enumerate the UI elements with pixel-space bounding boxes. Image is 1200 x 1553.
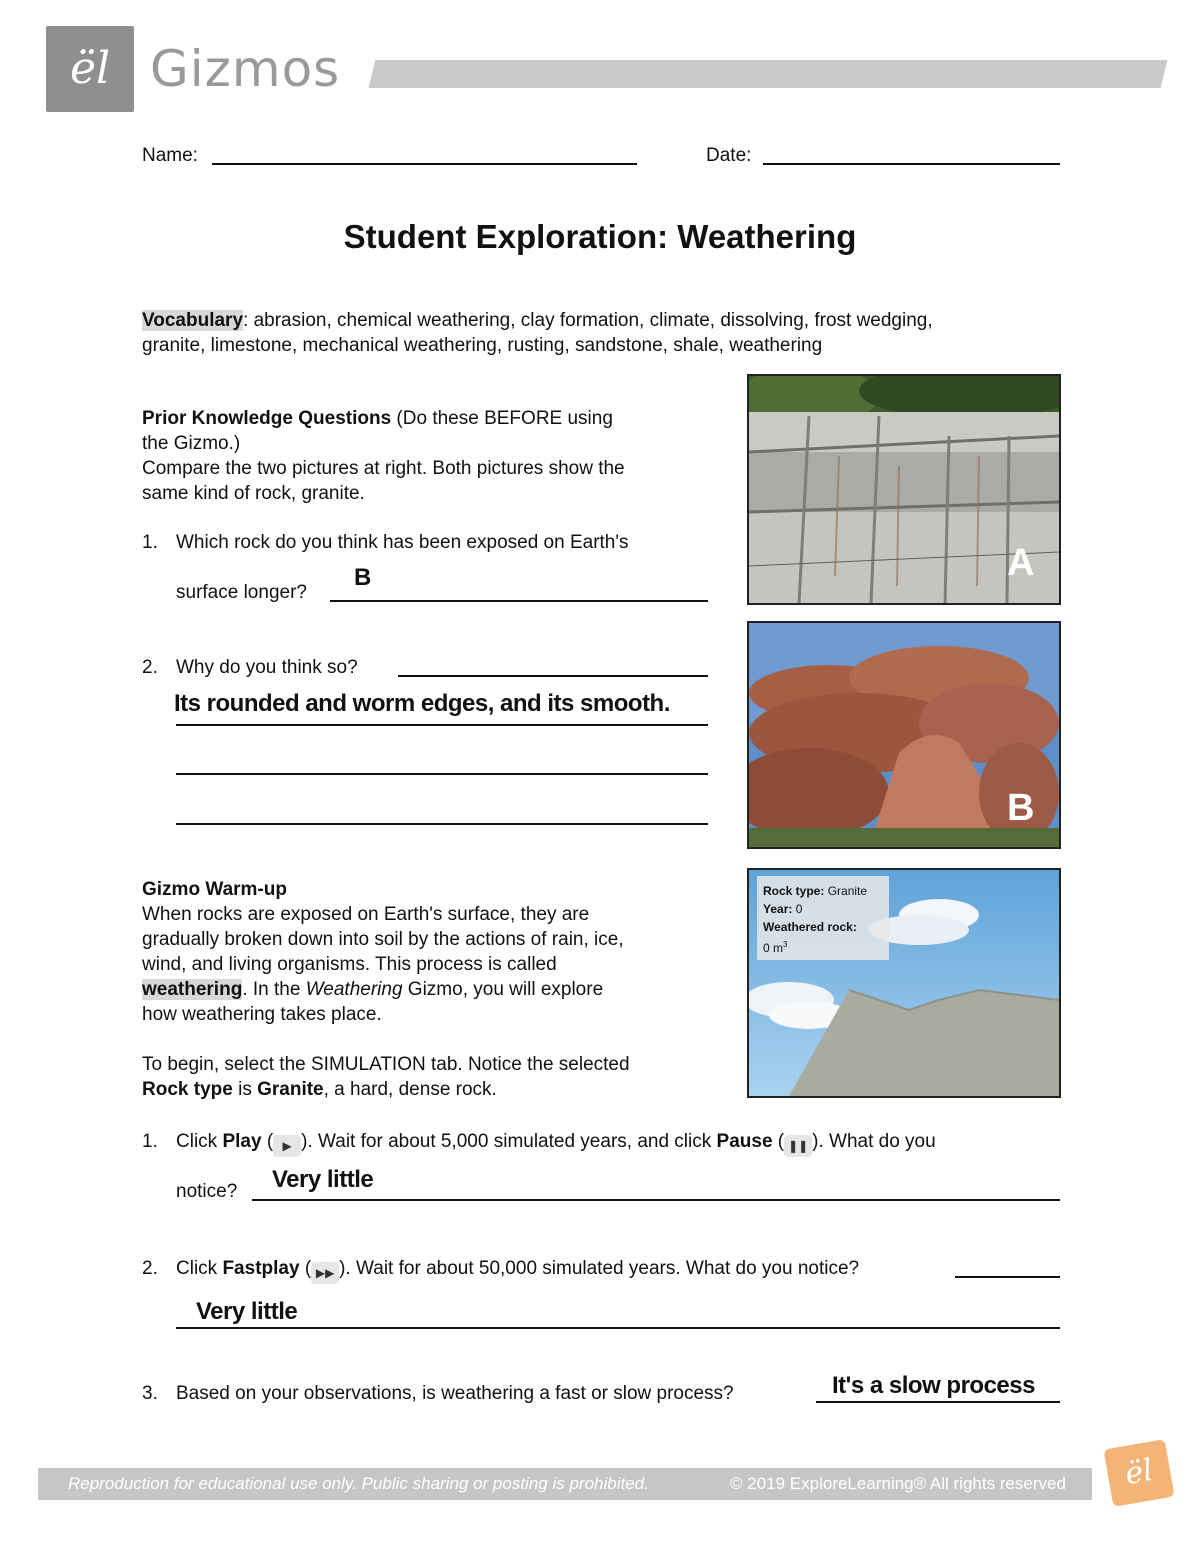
corner-logo-mark: ël: [1122, 1452, 1156, 1493]
play-icon: ▶: [273, 1135, 301, 1157]
vocabulary-line-2: granite, limestone, mechanical weathering, rusting, sandstone, shale, weathering: [142, 335, 823, 356]
warmup-line-4b: Gizmo, you will explore: [402, 979, 604, 1000]
photo-a-granite-quarry: [747, 374, 1061, 605]
footer-notice: Reproduction for educational use only. Public sharing or posting is prohibited.: [68, 1474, 649, 1493]
prior-q2-answer-line-4[interactable]: [176, 823, 708, 825]
name-field[interactable]: [212, 163, 637, 165]
q3-number: 3.: [142, 1383, 158, 1404]
page-title: Student Exploration: Weathering: [343, 218, 857, 255]
q2-text-b: ). Wait for about 50,000 simulated years. What do you notice?: [339, 1258, 860, 1279]
sim-rock-type-label: Rock type:: [763, 884, 825, 898]
granite-term: Granite: [257, 1079, 324, 1100]
date-label: Date:: [706, 145, 752, 166]
prior-q2-answer-line-2[interactable]: [176, 724, 708, 726]
q3-text: Based on your observations, is weathering a fast or slow process?: [176, 1383, 734, 1404]
name-label: Name:: [142, 145, 198, 166]
sim-weathered-unit-sup: 3: [783, 940, 788, 949]
prior-heading-rest: (Do these BEFORE using: [391, 408, 613, 429]
q2-answer-line-2[interactable]: [176, 1327, 1060, 1329]
q3-answer-line[interactable]: [816, 1401, 1060, 1403]
logo-mark: ël: [69, 43, 111, 94]
vocabulary-block: [142, 308, 1072, 358]
q1-answer-line[interactable]: [252, 1199, 1060, 1201]
warmup-line-6: To begin, select the SIMULATION tab. Notice the selected: [142, 1054, 630, 1075]
photo-b-label: B: [1007, 787, 1035, 829]
prior-line-4: same kind of rock, granite.: [142, 483, 365, 504]
warmup-line-7a: is: [232, 1079, 258, 1100]
q2-number: 2.: [142, 1258, 158, 1279]
q1-answer: Very little: [272, 1166, 374, 1193]
q2-answer-line-1[interactable]: [955, 1276, 1060, 1278]
prior-q2-text: Why do you think so?: [176, 657, 358, 678]
photo-b-granite-boulders: [747, 621, 1061, 849]
sim-rock-type-value: Granite: [827, 884, 868, 898]
warmup-line-7c: , a hard, dense rock.: [323, 1079, 497, 1100]
pause-icon: ❚❚: [784, 1135, 812, 1157]
warmup-intro: [142, 877, 722, 1102]
sim-year-value: 0: [795, 902, 803, 916]
footer-copyright: © 2019 ExploreLearning® All rights reserved: [730, 1474, 1066, 1493]
sim-year-label: Year:: [763, 902, 793, 916]
warmup-line-1: When rocks are exposed on Earth's surface, they are: [142, 904, 590, 925]
prior-q1-answer: B: [354, 564, 371, 591]
rock-type-term: Rock type: [142, 1079, 233, 1100]
q3-answer: It's a slow process: [832, 1372, 1035, 1399]
prior-q2-answer: Its rounded and worm edges, and its smooth.: [174, 690, 670, 717]
prior-q2-answer-line-3[interactable]: [176, 773, 708, 775]
header-bar: [369, 60, 1168, 88]
warmup-line-3: wind, and living organisms. This process is called: [142, 954, 557, 975]
prior-line-3: Compare the two pictures at right. Both pictures show the: [142, 458, 625, 479]
gizmos-logo: [46, 26, 134, 112]
prior-knowledge-heading: Prior Knowledge Questions: [142, 408, 392, 429]
prior-q1-number: 1.: [142, 532, 158, 553]
q1-text-b: ). Wait for about 5,000 simulated years, and click: [301, 1131, 717, 1152]
q1-notice: notice?: [176, 1181, 238, 1202]
q1-text-a: Click: [176, 1131, 223, 1152]
weathering-term: weathering: [142, 979, 243, 1000]
q2-text-a: Click: [176, 1258, 223, 1279]
prior-knowledge-intro: [142, 406, 722, 506]
sim-weathered-value: 0 m: [763, 941, 784, 955]
warmup-line-5: how weathering takes place.: [142, 1004, 382, 1025]
prior-q2-answer-line-1[interactable]: [398, 675, 708, 677]
prior-q1-text-2: surface longer?: [176, 582, 307, 603]
q1-text: Click Play ( ▶ ). Wait for about 5,000 simulated years, and click Pause ( ❚❚ ). What do you: [176, 1129, 1066, 1157]
warmup-gizmo-name: Weathering: [305, 979, 403, 1000]
photo-a-label: A: [1007, 542, 1035, 584]
fastplay-icon: ▶▶: [311, 1262, 339, 1284]
q2-fastplay-term: Fastplay: [222, 1258, 300, 1279]
prior-q1-text: Which rock do you think has been exposed on Earth's: [176, 532, 629, 553]
sim-readout: [763, 882, 867, 957]
warmup-line-2: gradually broken down into soil by the actions of rain, ice,: [142, 929, 624, 950]
brand-name: Gizmos: [150, 40, 341, 98]
q1-play-term: Play: [222, 1131, 262, 1152]
q2-text: Click Fastplay ( ▶▶ ). Wait for about 50,000 simulated years. What do you notice?: [176, 1256, 859, 1284]
prior-q1-answer-line[interactable]: [330, 600, 708, 602]
vocabulary-line-1: : abrasion, chemical weathering, clay formation, climate, dissolving, frost wedging,: [243, 310, 933, 331]
vocabulary-label: Vocabulary: [142, 310, 244, 331]
date-field[interactable]: [763, 163, 1060, 165]
warmup-heading: Gizmo Warm-up: [142, 879, 287, 900]
explorelearning-corner-logo: [1103, 1439, 1174, 1507]
prior-line-2: the Gizmo.): [142, 433, 241, 454]
q2-answer: Very little: [196, 1298, 298, 1325]
sim-weathered-label: Weathered rock:: [763, 920, 857, 934]
prior-q2-number: 2.: [142, 657, 158, 678]
q1-text-c: ). What do you: [812, 1131, 936, 1152]
warmup-line-4a: . In the: [242, 979, 306, 1000]
simulation-screenshot: [747, 868, 1061, 1098]
q1-pause-term: Pause: [716, 1131, 773, 1152]
q1-number: 1.: [142, 1131, 158, 1152]
